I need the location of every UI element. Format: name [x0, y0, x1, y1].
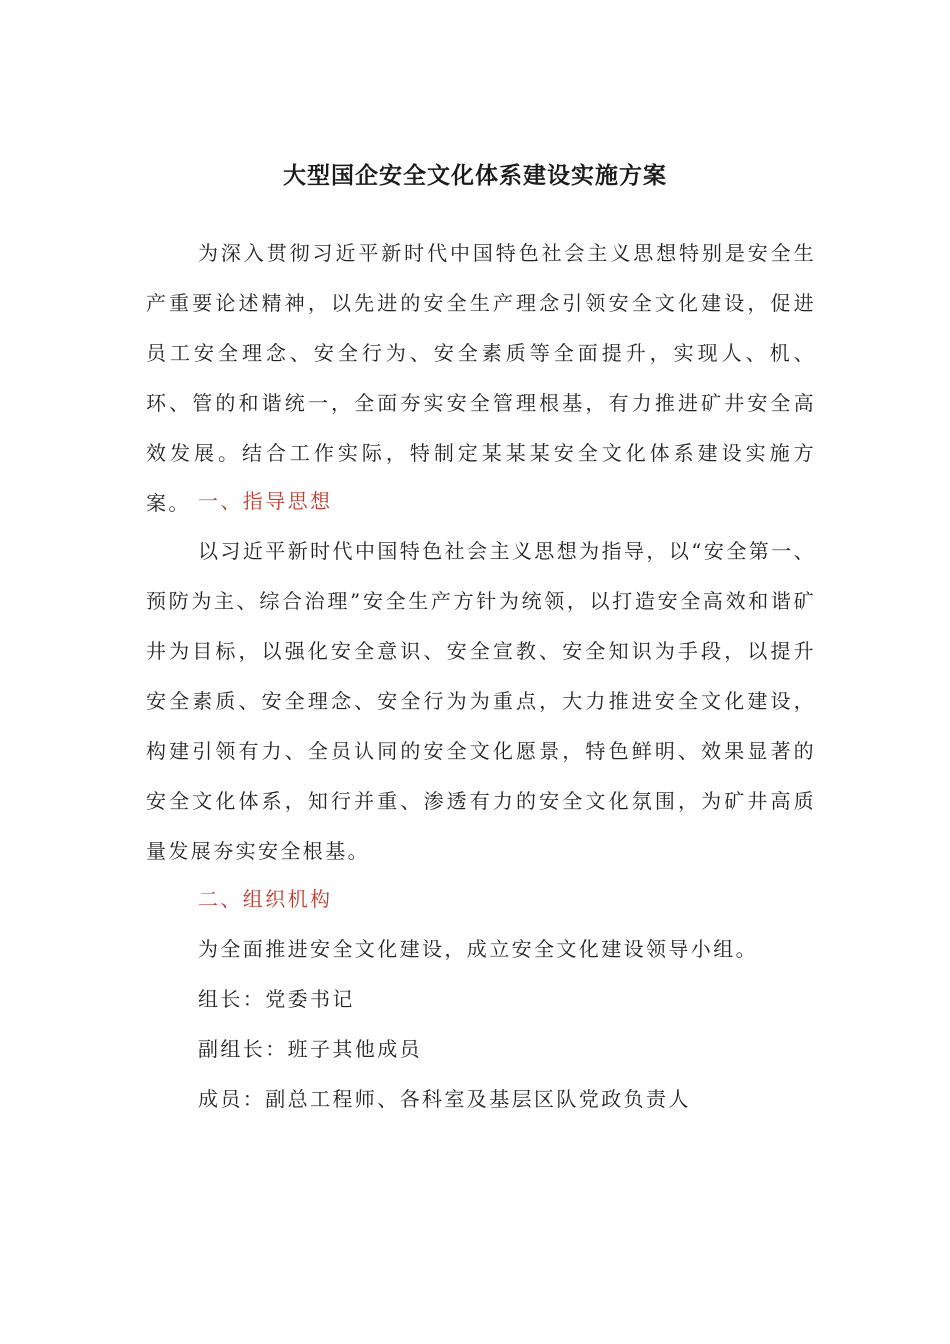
intro-paragraph: 为深入贯彻习近平新时代中国特色社会主义思想特别是安全生产重要论述精神，以先进的安全生产理念引领安全文化建设，促进员工安全理念、安全行为、安全素质等全面提升，实现人、机、环、管的和谐统一，全面夯实安全管理根基，有力推进矿井安全高效发展。结合工作实际，特制定某某某安全文化体系建设实施方案。 [146, 241, 816, 515]
organization-intro: 为全面推进安全文化建设，成立安全文化建设领导小组。 [198, 937, 758, 961]
group-leader-line: 组长：党委书记 [198, 987, 355, 1011]
document-title: 大型国企安全文化体系建设实施方案 [283, 162, 667, 189]
deputy-leader-line: 副组长：班子其他成员 [198, 1037, 422, 1061]
section-heading-organization: 二、组织机构 [198, 887, 333, 911]
section-heading-guiding-ideology: 一、指导思想 [198, 489, 333, 513]
guiding-ideology-paragraph: 以习近平新时代中国特色社会主义思想为指导，以“安全第一、预防为主、综合治理”安全生产方针为统领，以打造安全高效和谐矿井为目标，以强化安全意识、安全宣教、安全知识为手段，以提升安全素质、安全理念、安全行为为重点，大力推进安全文化建设，构建引领有力、全员认同的安全文化愿景，特色鲜明、效果显著的安全文化体系，知行并重、渗透有力的安全文化氛围，为矿井高质量发展夯实安全根基。 [146, 539, 816, 863]
members-line: 成员：副总工程师、各科室及基层区队党政负责人 [198, 1087, 691, 1111]
